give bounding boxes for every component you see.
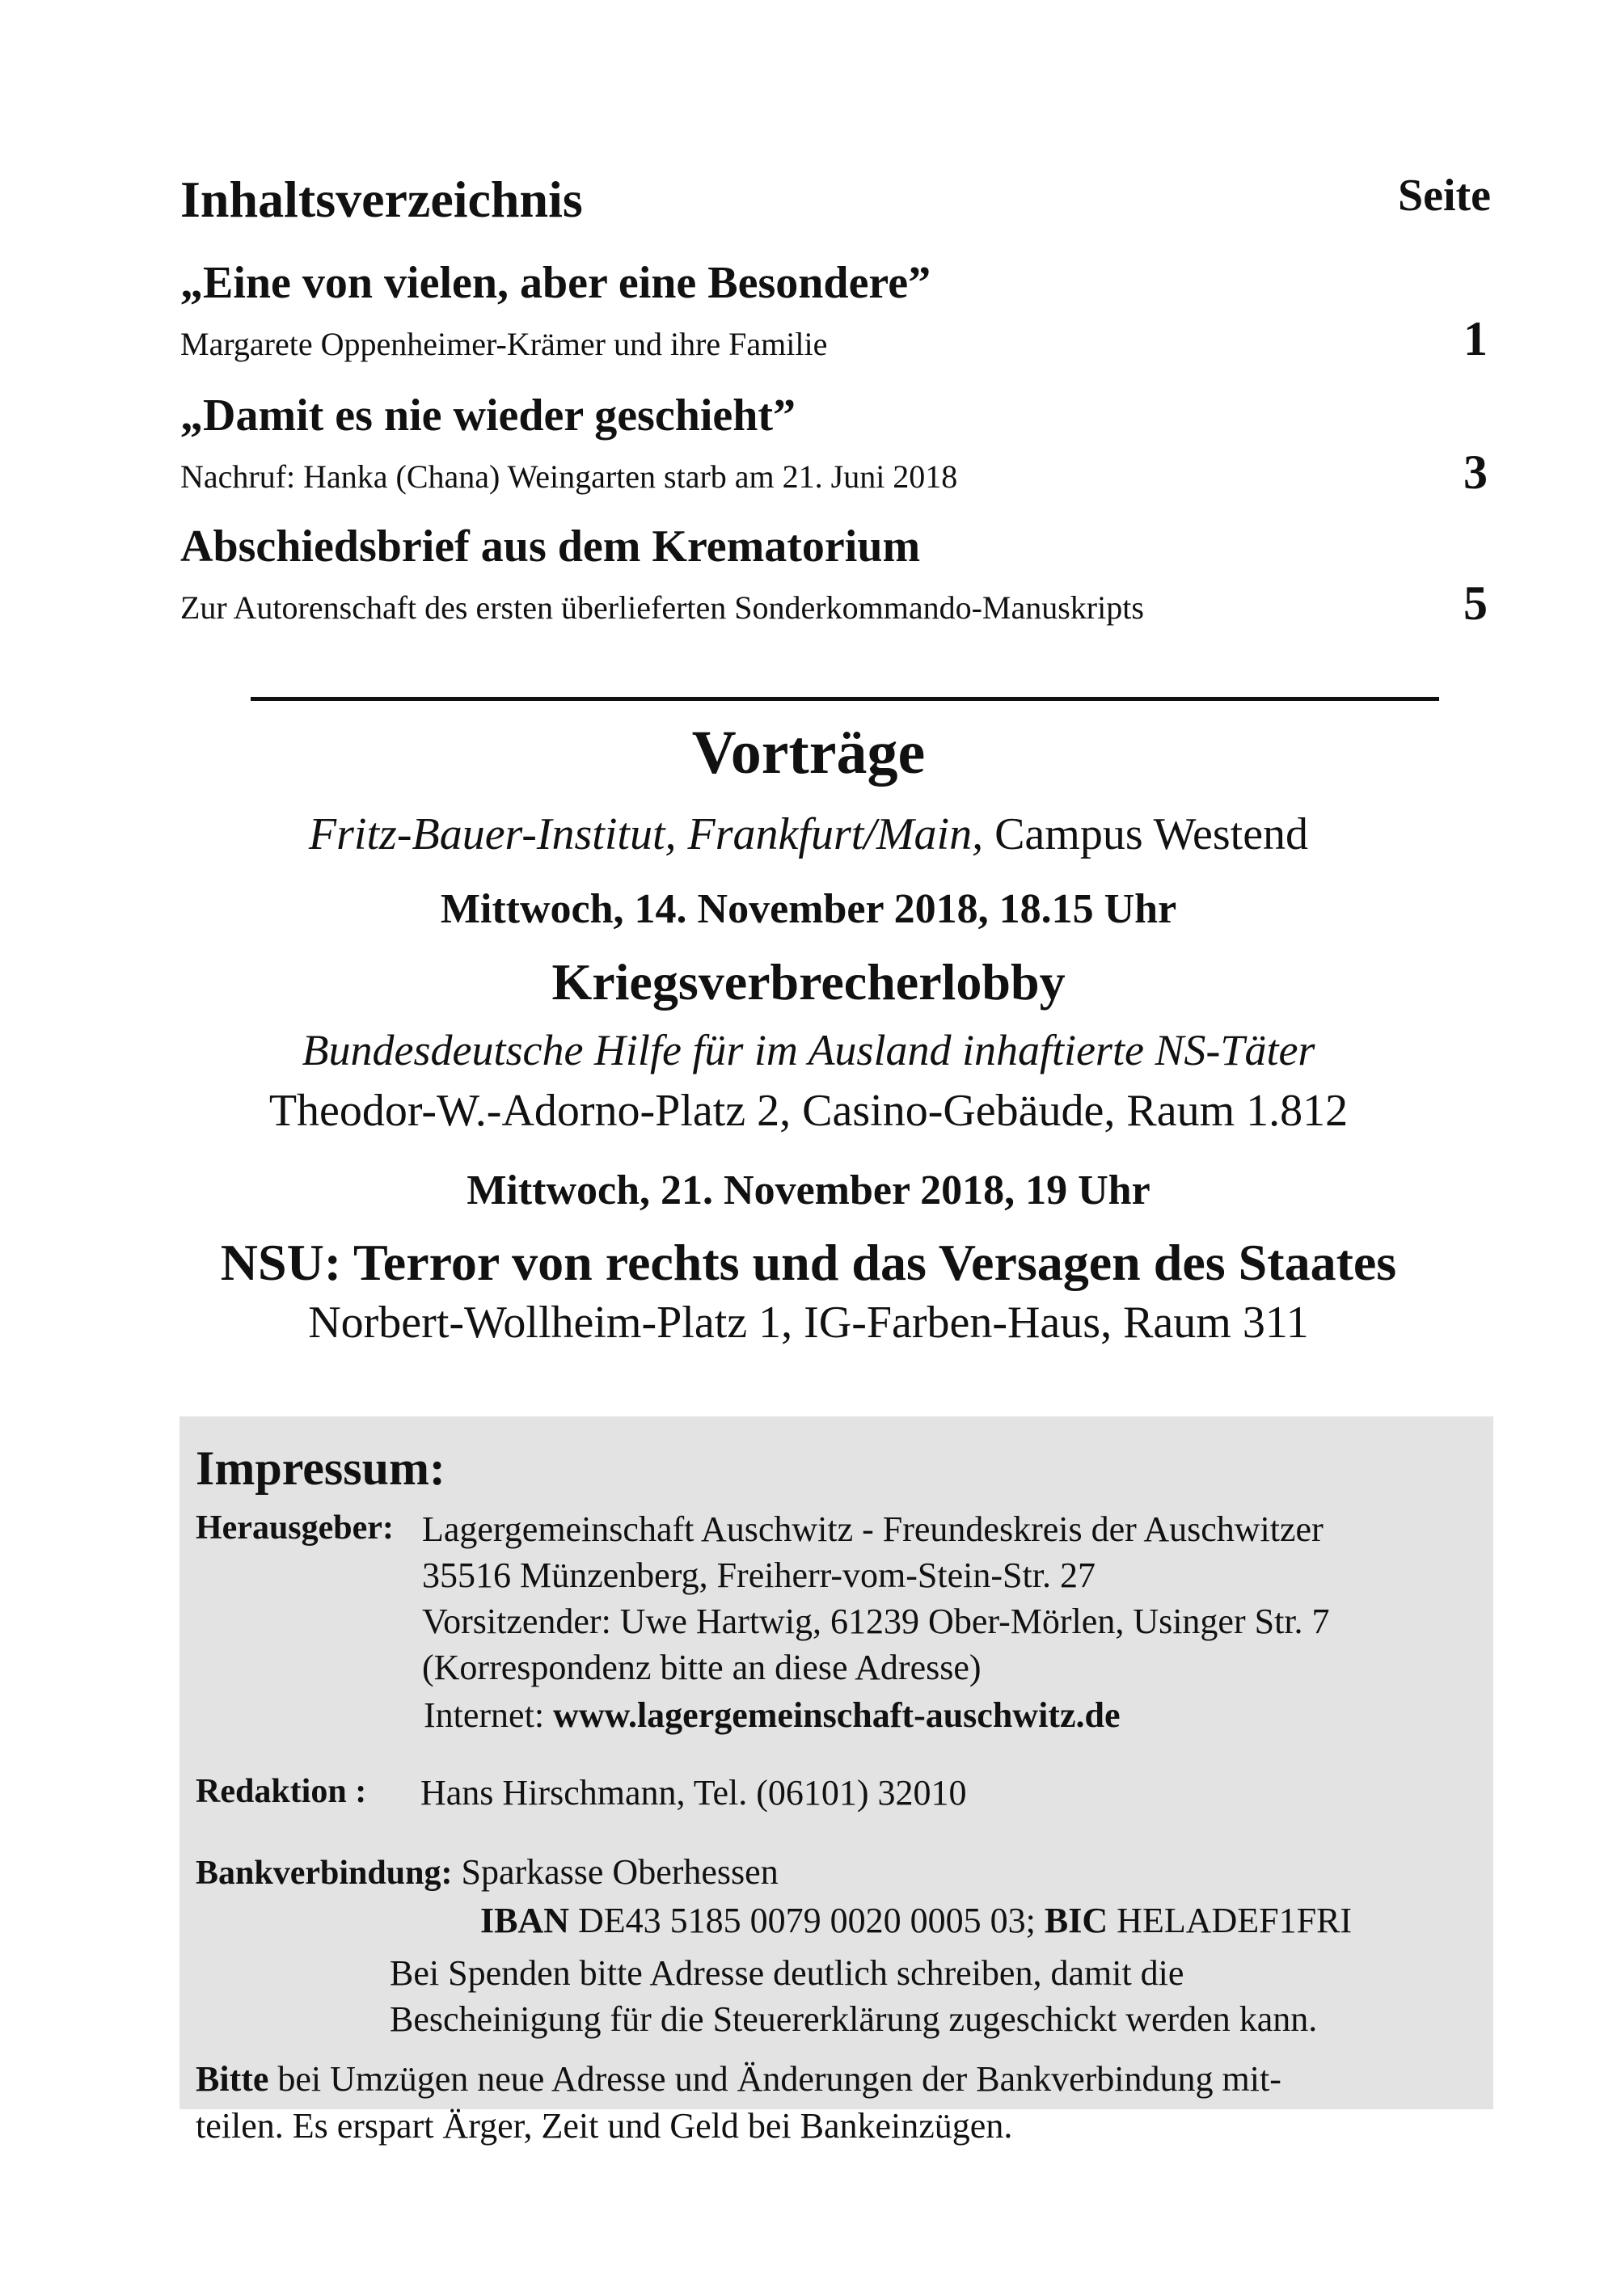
toc-entry-page: 5 [1463, 576, 1488, 630]
donation-note: Bei Spenden bitte Adresse deutlich schreiben, damit die [390, 1953, 1184, 1993]
venue-institute: Fritz-Bauer-Institut, Frankfurt/Main, [308, 809, 984, 859]
donation-note: Bescheinigung für die Steuererklärung zugeschickt werden kann. [390, 1999, 1318, 2039]
toc-entry-title[interactable]: „Eine von vielen, aber eine Besondere” [180, 258, 931, 308]
talk-location: Norbert-Wollheim-Platz 1, IG-Farben-Haus, Raum 311 [308, 1298, 1309, 1348]
website-link[interactable]: www.lagergemeinschaft-auschwitz.de [553, 1695, 1121, 1735]
talk-subtitle: Bundesdeutsche Hilfe für im Ausland inhaftierte NS-Täter [302, 1026, 1315, 1074]
lectures-venue [0, 808, 1617, 860]
publisher-line: Lagergemeinschaft Auschwitz - Freundeskreis der Auschwitzer [422, 1509, 1324, 1549]
iban-line [480, 1900, 1352, 1941]
venue-campus: Campus Westend [994, 809, 1309, 859]
bic-label: BIC [1044, 1901, 1108, 1940]
toc-entry-page: 1 [1463, 312, 1488, 365]
toc-entry-subtitle: Nachruf: Hanka (Chana) Weingarten starb am 21. Juni 2018 [180, 458, 958, 495]
toc-heading: Inhaltsverzeichnis [180, 171, 583, 228]
moving-note [196, 2058, 1281, 2100]
publisher-label: Herausgeber: [196, 1509, 394, 1547]
lectures-heading: Vorträge [691, 719, 926, 787]
talk-location: Theodor-W.-Adorno-Platz 2, Casino-Gebäude, Raum 1.812 [268, 1086, 1349, 1136]
bic-value: HELADEF1FRI [1117, 1901, 1353, 1940]
editor-label: Redaktion : [196, 1773, 367, 1810]
moving-note-bold: Bitte [196, 2059, 269, 2099]
iban-value: DE43 5185 0079 0020 0005 03; [578, 1901, 1036, 1940]
talk-title: NSU: Terror von rechts und das Versagen des Staates [220, 1234, 1397, 1291]
talk-date: Mittwoch, 21. November 2018, 19 Uhr [467, 1167, 1150, 1213]
toc-entry-page: 3 [1463, 445, 1488, 499]
moving-note-line: teilen. Es erspart Ärger, Zeit und Geld bei Bankeinzügen. [196, 2106, 1013, 2146]
publisher-line: Vorsitzender: Uwe Hartwig, 61239 Ober-Mörlen, Usinger Str. 7 [422, 1602, 1330, 1641]
talk-date: Mittwoch, 14. November 2018, 18.15 Uhr [440, 886, 1177, 932]
toc-entry-title[interactable]: „Damit es nie wieder geschieht” [180, 390, 796, 441]
section-divider [251, 697, 1439, 701]
impressum-heading: Impressum: [196, 1441, 445, 1495]
bank-name: Sparkasse Oberhessen [461, 1852, 779, 1892]
toc-entry-subtitle: Margarete Oppenheimer-Krämer und ihre Familie [180, 326, 828, 362]
toc-entry-subtitle: Zur Autorenschaft des ersten überlieferten Sonderkommando-Manuskripts [180, 589, 1144, 626]
toc-entry-title[interactable]: Abschiedsbrief aus dem Krematorium [180, 521, 921, 572]
iban-label: IBAN [480, 1901, 570, 1940]
publisher-line: 35516 Münzenberg, Freiherr-vom-Stein-Str. 27 [422, 1555, 1096, 1595]
internet-line [424, 1695, 1121, 1736]
moving-note-text: bei Umzügen neue Adresse und Änderungen der Bankverbindung mit- [277, 2059, 1281, 2099]
bank-line [196, 1851, 779, 1893]
talk-title: Kriegsverbrecherlobby [551, 953, 1066, 1011]
toc-page-label: Seite [1397, 171, 1491, 221]
bank-label: Bankverbindung: [196, 1855, 453, 1892]
publisher-line: (Korrespondenz bitte an diese Adresse) [422, 1648, 982, 1687]
editor-value: Hans Hirschmann, Tel. (06101) 32010 [420, 1773, 967, 1813]
internet-label: Internet: [424, 1695, 545, 1735]
